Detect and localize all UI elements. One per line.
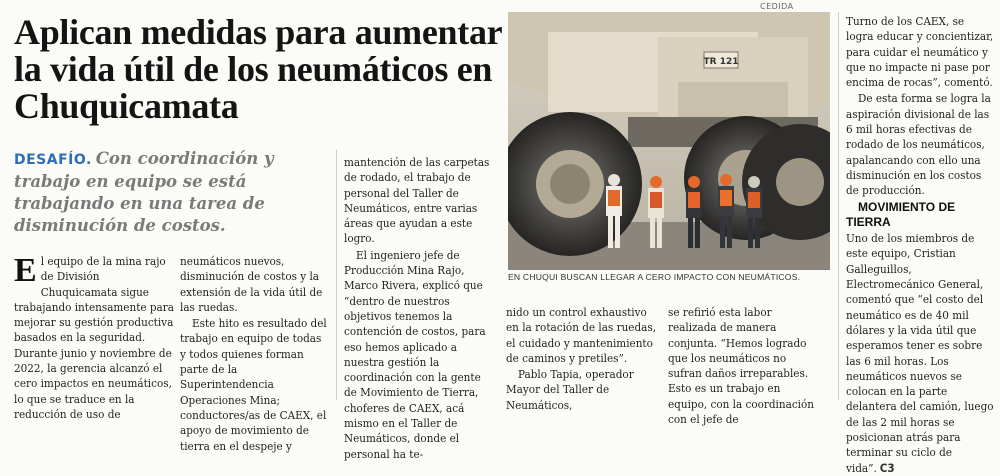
deck-text: Con coordinación y trabajo en equipo se está trabajando en una tarea de disminución de costos. <box>14 149 274 235</box>
end-mark: C3 <box>879 460 895 475</box>
mining-truck-illustration <box>508 12 830 270</box>
paragraph: se refirió esta labor realizada de manera conjunta. “Hemos logrado que los neumáticos no sufran daños irreparables. Esto es un trabajo en equipo, con la coordinación con el jefe de <box>668 305 814 427</box>
paragraph: Este hito es resultado del trabajo en equipo de todas y todos quienes forman parte de la Superintendencia Operaciones Mina; conductores/as de CAEX, el apoyo de movimiento de tierra en el despeje y <box>180 316 327 453</box>
photo-credit: CEDIDA <box>760 2 794 11</box>
article-photo <box>508 12 830 270</box>
paragraph: Pablo Tapia, operador Mayor del Taller de Neumáticos, <box>506 367 634 412</box>
headline: Aplican medidas para aumentar la vida útil de los neumáticos en Chuquicamata <box>14 12 502 126</box>
paragraph: De esta forma se logra la aspiración divisional de las 6 mil horas efectivas de rodado de los neumáticos, apalancando con ello una disminución en los costos de producción. <box>846 91 991 198</box>
photo-caption: EN CHUQUI BUSCAN LLEGAR A CERO IMPACTO CON NEUMÁTICOS. <box>508 272 801 282</box>
body-column-5 <box>668 305 820 427</box>
deck <box>14 148 334 237</box>
drop-cap: E <box>14 252 37 289</box>
body-column-3 <box>344 155 496 462</box>
truck-plate: TR 121 <box>703 57 739 67</box>
column-divider <box>336 150 337 400</box>
body-column-4 <box>506 305 658 413</box>
paragraph: El ingeniero jefe de Producción Mina Rajo, Marco Rivera, explicó que “dentro de nuestros objetivos tenemos la contención de costos, para eso hemos aplicado a nuestra gestión la coordinación con la gente de Movimiento de Tierra, choferes de CAEX, acá mismo en el Taller de Neumáticos, donde el personal ha te- <box>344 247 486 461</box>
paragraph: nido un control exhaustivo en la rotación de las ruedas, el cuidado y mantenimiento de caminos y pretiles”. <box>506 305 657 365</box>
deck-kicker: DESAFÍO. <box>14 152 92 168</box>
body-column-1 <box>14 254 174 422</box>
section-subhead: MOVIMIENTO DE TIERRA <box>846 199 956 229</box>
column-divider <box>838 12 839 400</box>
paragraph: l equipo de la mina rajo de División Chuquicamata sigue trabajando intensamente para mejorar su gestión productiva basados en la seguridad. Durante junio y noviembre de 2022, la gerencia alcanzó el cero impactos en neumáticos, lo que se traduce en la reducción de uso de <box>14 254 174 421</box>
body-column-2 <box>180 254 328 454</box>
paragraph: Uno de los miembros de este equipo, Cristian Galleguillos, Electromecánico General, comentó que “el costo del neumático es de 40 mil dólares y la vida útil que esperamos tener es sobre las 6 mil horas. Los neumáticos nuevos se colocan en la parte delantera del camión, luego de las 2 mil horas se posicionan atrás para terminar su ciclo de vida”. <box>846 231 994 475</box>
paragraph: neumáticos nuevos, disminución de costos y la extensión de la vida útil de las ruedas. <box>180 254 323 314</box>
paragraph: Turno de los CAEX, se logra educar y concientizar, para cuidar el neumático y que no impacte ni pase por encima de rocas”, comentó. <box>846 14 994 90</box>
paragraph: mantención de las carpetas de rodado, el trabajo de personal del Taller de Neumáticos, entre varias áreas que ayudan a este logro. <box>344 155 490 246</box>
body-column-6 <box>846 14 994 476</box>
